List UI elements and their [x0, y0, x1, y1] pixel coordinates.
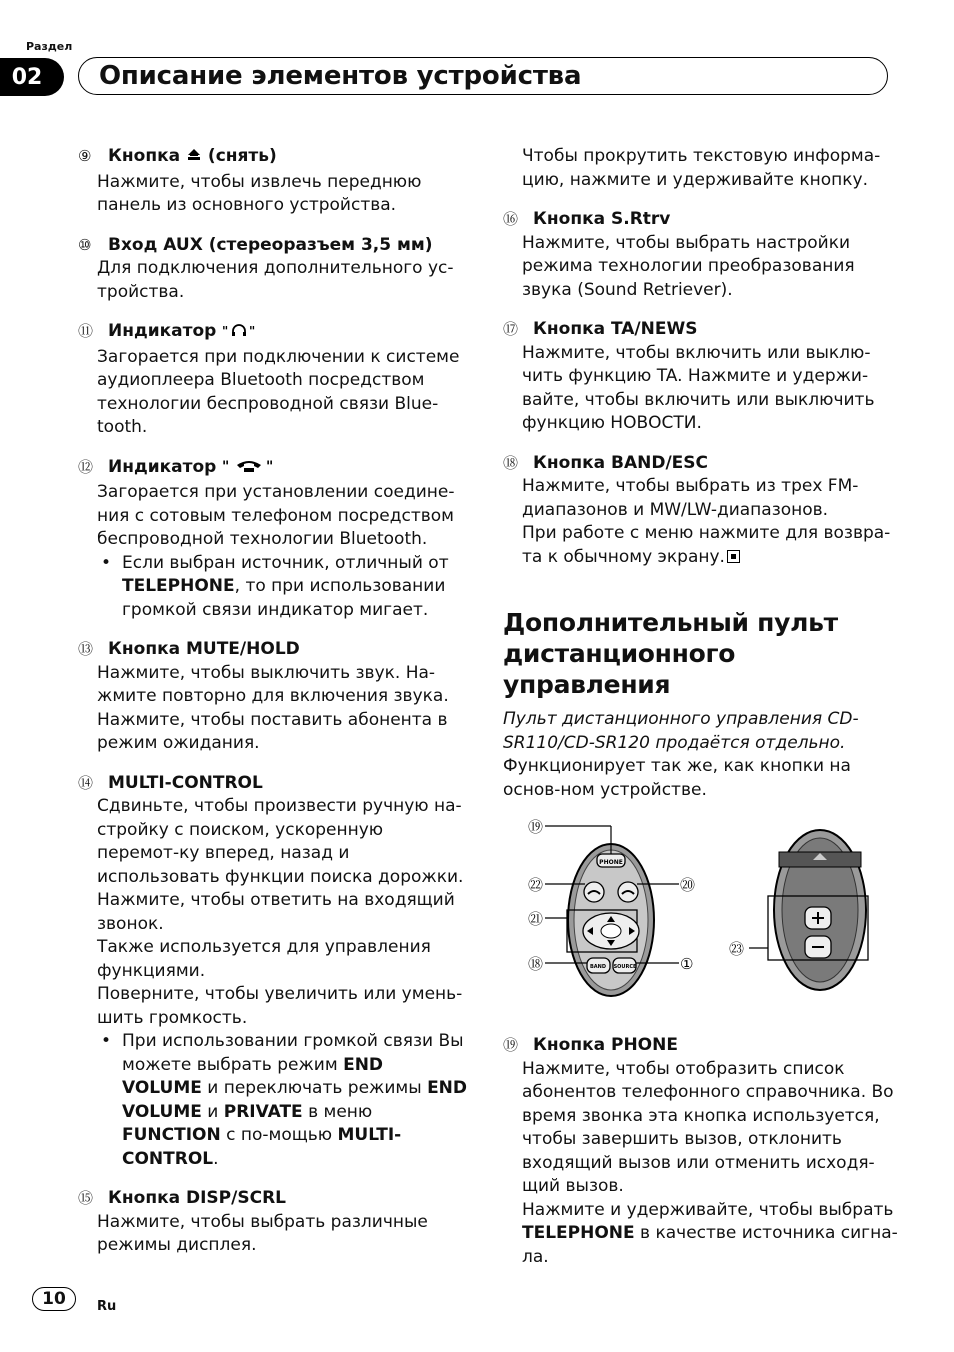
remote-control-illustration — [503, 816, 898, 1016]
callout-20: ⑳ — [680, 876, 696, 894]
svg-text:": " — [249, 324, 256, 338]
section-title: Описание элементов устройства — [78, 57, 888, 95]
entry-text: Нажмите, чтобы включить или выклю-чить функцию TA. Нажмите и удержи-вайте, чтобы включить или выключить функцию НОВОСТИ. — [522, 342, 875, 433]
svg-text:": " — [266, 458, 274, 474]
bullet-text: и переключать режимы — [207, 1078, 422, 1098]
entry-15 — [78, 1187, 468, 1258]
item-number: ⑰ — [503, 320, 519, 338]
bullet-bold: TELEPHONE — [122, 576, 235, 596]
entry-text: Нажмите и удерживайте, чтобы выбрать — [522, 1199, 894, 1220]
bullet-item: • При использовании громкой связи Вы можете выбрать режим END VOLUME и переключать режимы END VOLUME и PRIVATE в меню FUNCTION с по-мощью MULTI-CONTROL. — [101, 1031, 468, 1169]
entry-19 — [503, 1034, 898, 1269]
intro-text: Функционирует так же, как кнопки на основ-ном устройстве. — [503, 756, 851, 800]
item-number: ⑲ — [503, 1036, 519, 1054]
entry-text: Сдвиньте, чтобы произвести ручную на-стройку с поиском, ускоренную перемот-ку вперед, назад и использовать функции поиска дорожки. — [97, 796, 464, 887]
entry-text: Нажмите, чтобы выключить звук. На-жмите повторно для включения звука. Нажмите, чтобы поставить абонента в режим ожидания. — [97, 662, 449, 753]
bullet-bold: END VOLUME — [122, 1078, 468, 1122]
entry-9 — [78, 145, 468, 218]
callout-22: ㉒ — [528, 876, 544, 894]
entry-title: Кнопка — [108, 146, 181, 166]
entry-text: Нажмите, чтобы извлечь переднюю панель из основного устройства. — [97, 171, 422, 215]
entry-18 — [503, 452, 898, 570]
entry-title: Индикатор — [108, 456, 217, 477]
section-label: Раздел — [26, 40, 73, 53]
callout-18: ⑱ — [528, 955, 544, 973]
entry-text: Загорается при подключении к системе аудиоплеера Bluetooth посредством технологии беспроводной связи Blue-tooth. — [97, 346, 460, 437]
end-mark-icon — [727, 550, 740, 563]
entry-text: При работе с меню нажмите для возвра-та к обычному экрану. — [522, 523, 891, 567]
entry-text: Поверните, чтобы увеличить или умень-шить громкость. — [97, 984, 463, 1028]
entry-14 — [78, 772, 468, 1172]
svg-text:": " — [222, 324, 229, 338]
callout-21: ㉑ — [528, 910, 544, 928]
entry-title: Кнопка TA/NEWS — [533, 319, 698, 339]
left-column — [78, 145, 468, 1274]
entry-10 — [78, 234, 468, 305]
remote-front — [567, 844, 654, 996]
bullet-bold: MULTI-CONTROL — [122, 1125, 402, 1169]
entry-bold: TELEPHONE — [522, 1223, 635, 1243]
entry-title: MULTI-CONTROL — [108, 772, 263, 793]
subsection-heading: Дополнительный пульт дистанционного управления — [503, 608, 838, 699]
headphones-icon — [222, 322, 256, 346]
band-button-label: BAND — [589, 964, 607, 970]
bullet-text: , то при использовании громкой связи индикатор мигает. — [122, 576, 446, 620]
callout-1: ① — [680, 955, 694, 973]
remote-back — [768, 830, 868, 990]
item-number: ⑪ — [78, 322, 94, 340]
page-number: 10 — [32, 1287, 76, 1311]
item-number: ⑬ — [78, 640, 94, 658]
bullet-text: с по-мощью — [226, 1125, 333, 1145]
entry-title: Кнопка MUTE/HOLD — [108, 639, 300, 659]
source-button-label: SOURCE — [613, 964, 637, 970]
bullet-text: . — [213, 1148, 219, 1169]
callout-23: ㉓ — [729, 940, 745, 958]
entry-title-suffix: (снять) — [207, 146, 277, 166]
entry-text: Нажмите, чтобы выбрать из трех FM-диапазонов и MW/LW-диапазонов. — [522, 476, 859, 520]
right-column — [503, 145, 898, 1285]
entry-15-continued — [503, 145, 898, 192]
telephone-icon — [222, 458, 278, 482]
entry-text: в качестве источника сигна-ла. — [522, 1223, 898, 1267]
bullet-text: Если выбран источник, отличный от — [122, 552, 449, 573]
section-number: 02 — [0, 58, 64, 96]
entry-text: Чтобы прокрутить текстовую информа-цию, нажмите и удерживайте кнопку. — [522, 146, 881, 190]
bullet-text: в меню — [308, 1101, 373, 1122]
item-number: ⑮ — [78, 1189, 94, 1207]
entry-title: Кнопка BAND/ESC — [533, 452, 708, 473]
entry-17 — [503, 318, 898, 436]
entry-title: Вход AUX (стереоразъем 3,5 мм) — [108, 234, 433, 255]
remote-control-figure — [503, 816, 898, 1016]
entry-text: Нажмите, чтобы отобразить список абонентов телефонного справочника. Во время звонка эта кнопка используется, чтобы завершить вызов, отклонить входящий вызов или отменить исходя-щий вызов. — [522, 1058, 894, 1196]
item-number: ⑫ — [78, 457, 94, 476]
svg-text:": " — [222, 458, 230, 474]
entry-text: Также используется для управления функциями. — [97, 937, 431, 981]
bullet-text: и — [207, 1101, 219, 1122]
item-number: ⑩ — [78, 235, 92, 254]
intro-italic: Пульт дистанционного управления CD-SR110/CD-SR120 продаётся отдельно. — [503, 709, 859, 753]
item-number: ⑨ — [78, 147, 92, 165]
entry-12 — [78, 456, 468, 623]
bullet-text: При использовании громкой связи Вы можете выбрать режим — [122, 1031, 464, 1075]
item-number: ⑱ — [503, 453, 519, 472]
item-number: ⑯ — [503, 210, 519, 228]
language-code: Ru — [97, 1299, 117, 1314]
entry-13 — [78, 638, 468, 756]
bullet-item: • Если выбран источник, отличный от TELEPHONE, то при использовании громкой связи индикатор мигает. — [101, 552, 449, 620]
entry-text: Нажмите, чтобы ответить на входящий звонок. — [97, 890, 455, 934]
entry-text: Нажмите, чтобы выбрать различные режимы дисплея. — [97, 1211, 428, 1255]
entry-text: Нажмите, чтобы выбрать настройки режима технологии преобразования звука (Sound Retriever). — [522, 232, 855, 300]
entry-title: Кнопка DISP/SCRL — [108, 1188, 286, 1208]
entry-title: Кнопка S.Rtrv — [533, 209, 671, 229]
bullet-bold: FUNCTION — [122, 1125, 221, 1145]
bullet-bold: PRIVATE — [223, 1101, 303, 1122]
entry-title: Кнопка PHONE — [533, 1035, 678, 1055]
eject-icon — [186, 147, 202, 171]
bullet-bold: END VOLUME — [122, 1054, 384, 1098]
callout-19: ⑲ — [528, 818, 544, 836]
entry-text: Для подключения дополнительного ус-тройства. — [97, 258, 454, 302]
entry-11 — [78, 320, 468, 440]
entry-title: Индикатор — [108, 321, 217, 341]
entry-16 — [503, 208, 898, 302]
item-number: ⑭ — [78, 773, 94, 792]
phone-button-label: PHONE — [599, 859, 623, 866]
entry-text: Загорается при установлении соедине-ния с сотовым телефоном посредством беспроводной технологии Bluetooth. — [97, 482, 455, 549]
